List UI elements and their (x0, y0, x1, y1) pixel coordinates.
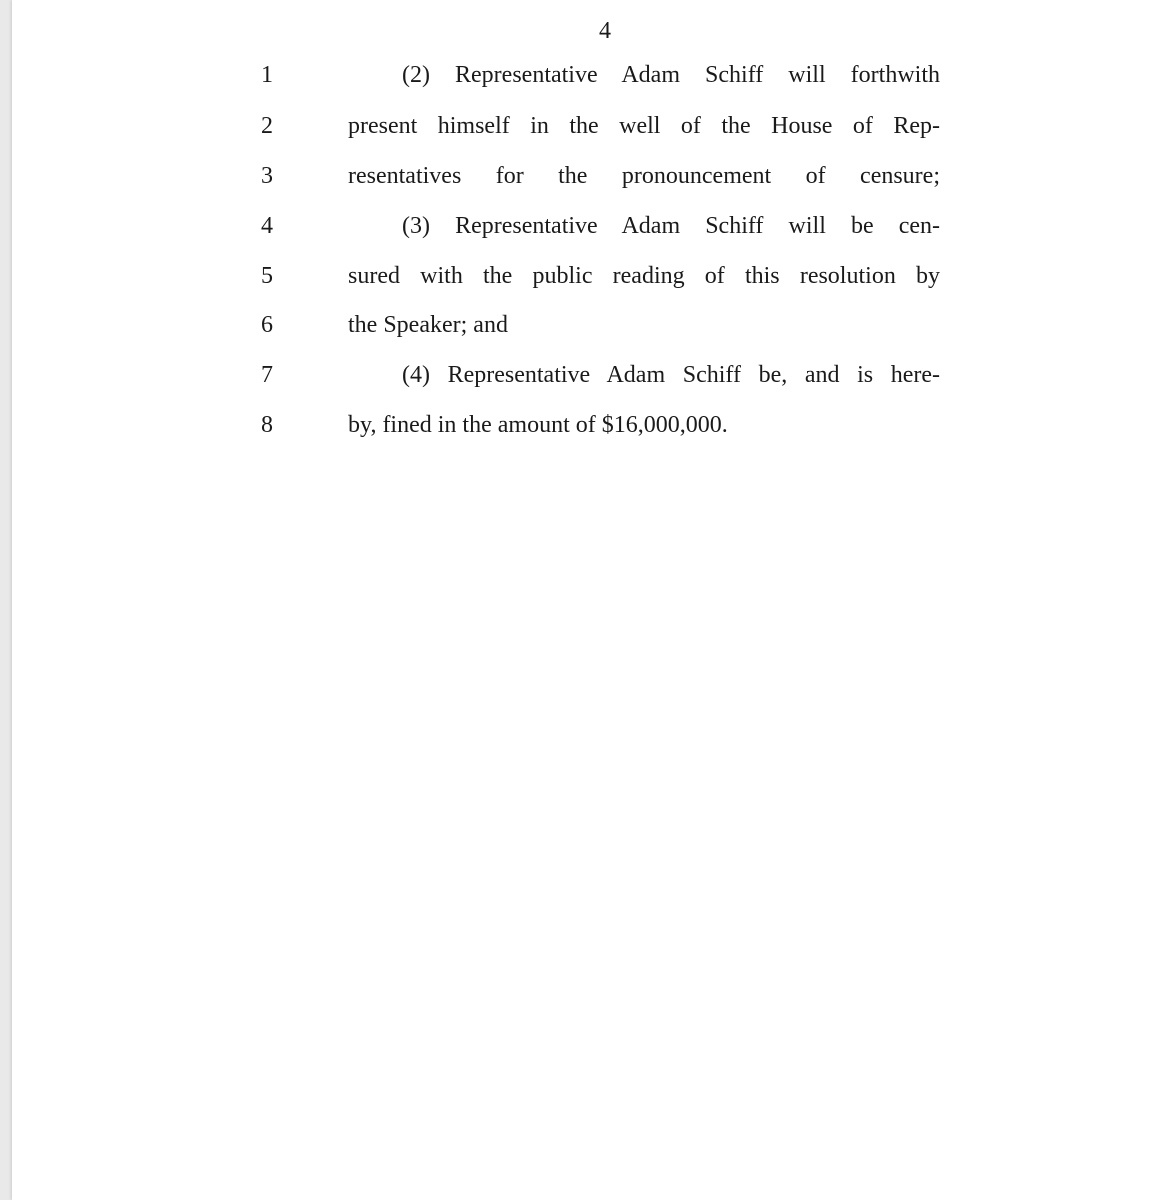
line-text: present himself in the well of the House of Rep- (348, 113, 940, 139)
page-number: 4 (599, 18, 611, 44)
document-line (12, 111, 1161, 141)
line-text: by, fined in the amount of $16,000,000. (348, 412, 728, 438)
document-line (12, 161, 1161, 191)
document-line (12, 60, 1161, 90)
document-line (12, 310, 1161, 340)
line-number: 7 (261, 362, 273, 388)
line-text: (4) Representative Adam Schiff be, and is here- (402, 362, 940, 388)
line-number: 2 (261, 113, 273, 139)
line-number: 4 (261, 213, 273, 239)
line-number: 3 (261, 163, 273, 189)
line-number: 6 (261, 312, 273, 338)
line-text: the Speaker; and (348, 312, 508, 338)
line-number: 5 (261, 263, 273, 289)
line-text: (2) Representative Adam Schiff will forthwith (402, 62, 940, 88)
line-text: sured with the public reading of this resolution by (348, 263, 940, 289)
line-number: 1 (261, 62, 273, 88)
document-line (12, 261, 1161, 291)
line-text: (3) Representative Adam Schiff will be cen- (402, 213, 940, 239)
document-line (12, 211, 1161, 241)
document-line (12, 360, 1161, 390)
document-page (12, 0, 1161, 1200)
line-text: resentatives for the pronouncement of censure; (348, 163, 940, 189)
line-number: 8 (261, 412, 273, 438)
document-line (12, 410, 1161, 440)
